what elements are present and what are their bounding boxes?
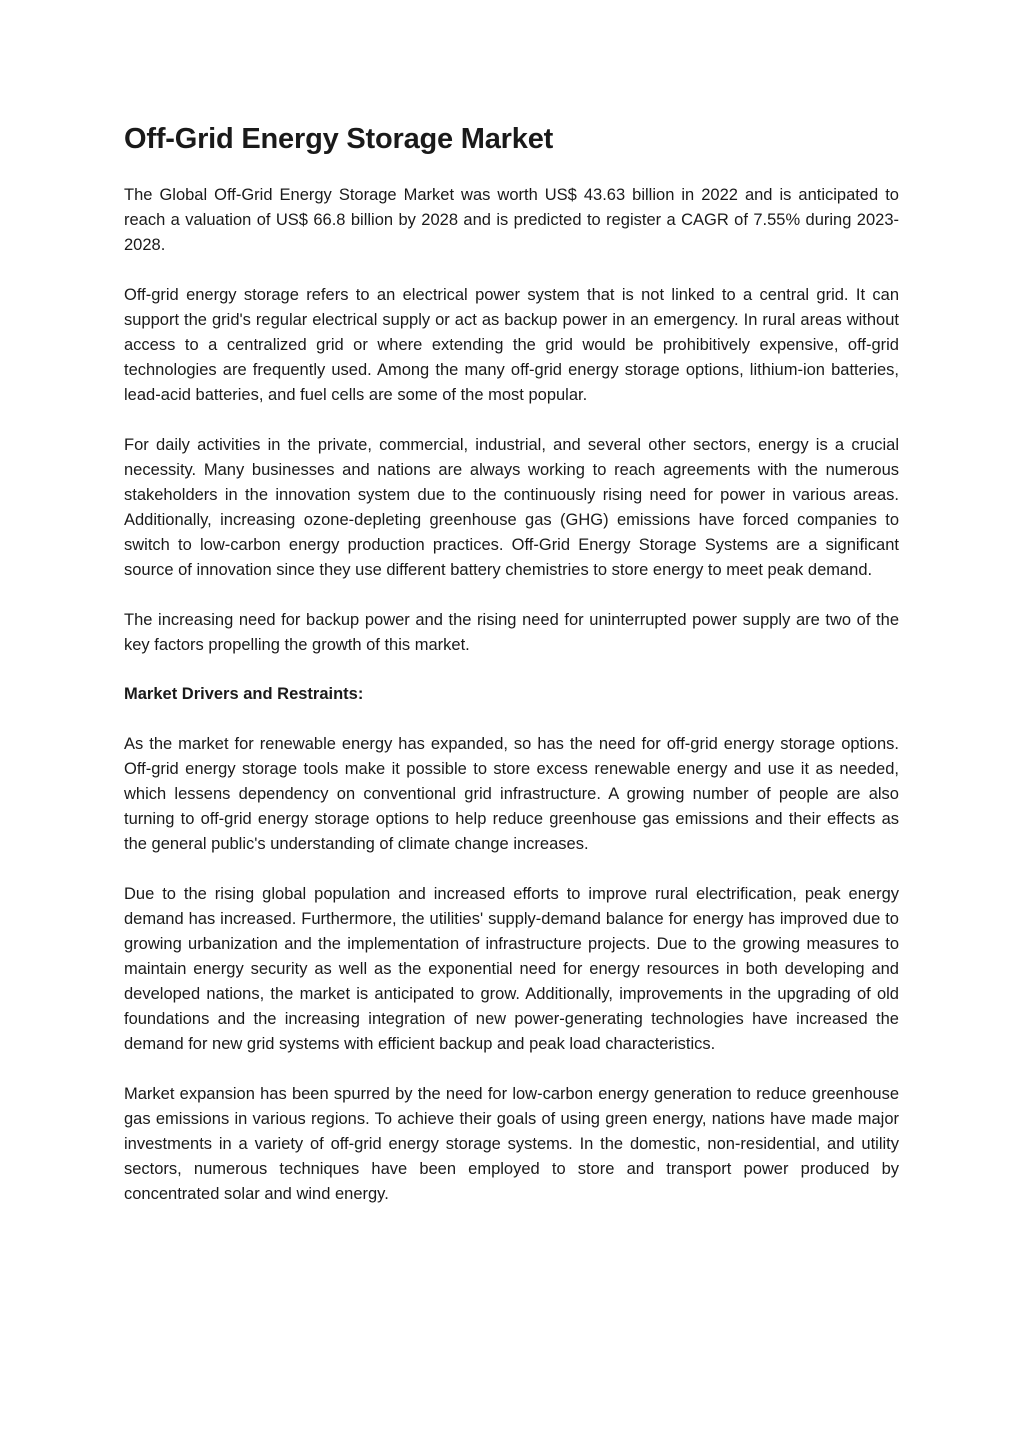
intro-paragraph-key-factors: The increasing need for backup power and the rising need for uninterrupted power supply are two of the key factors propelling the growth of this market.	[124, 610, 899, 654]
section-paragraph-low-carbon: Market expansion has been spurred by the need for low-carbon energy generation to reduce greenhouse gas emissions in various regions. To achieve their goals of using green energy, nations have made major investments in a variety of off-grid energy storage systems. In the domestic, non-residential, and utility sectors, numerous techniques have been employed to store and transport power produced by concentrated solar and wind energy.	[124, 1085, 899, 1204]
page-title: Off-Grid Energy Storage Market	[124, 123, 554, 155]
intro-paragraph-market-size: The Global Off-Grid Energy Storage Market was worth US$ 43.63 billion in 2022 and is anticipated to reach a valuation of US$ 66.8 billion by 2028 and is predicted to register a CAGR of 7.55% during 2023-2028.	[124, 185, 899, 254]
section-heading-drivers: Market Drivers and Restraints:	[124, 685, 364, 704]
document-page	[124, 122, 899, 1232]
section-paragraph-peak-demand: Due to the rising global population and increased efforts to improve rural electrification, peak energy demand has increased. Furthermore, the utilities' supply-demand balance for energy has improved due to growing urbanization and the implementation of infrastructure projects. Due to the growing measures to maintain energy security as well as the exponential need for energy resources in both developing and developed nations, the market is anticipated to grow. Additionally, improvements in the upgrading of old foundations and the increasing integration of new power-generating technologies have increased the demand for new grid systems with efficient backup and peak load characteristics.	[124, 884, 899, 1054]
section-paragraph-renewable: As the market for renewable energy has expanded, so has the need for off-grid energy storage options. Off-grid energy storage tools make it possible to store excess renewable energy and use it as needed, which lessens dependency on conventional grid infrastructure. A growing number of people are also turning to off-grid energy storage options to help reduce greenhouse gas emissions and their effects as the general public's understanding of climate change increases.	[124, 734, 899, 854]
intro-paragraph-energy-necessity: For daily activities in the private, commercial, industrial, and several other sectors, energy is a crucial necessity. Many businesses and nations are always working to reach agreements with the numerous stakeholders in the innovation system due to the continuously rising need for power in various areas. Additionally, increasing ozone-depleting greenhouse gas (GHG) emissions have forced companies to switch to low-carbon energy production practices. Off-Grid Energy Storage Systems are a significant source of innovation since they use different battery chemistries to store energy to meet peak demand.	[124, 435, 899, 580]
intro-paragraph-definition: Off-grid energy storage refers to an electrical power system that is not linked to a central grid. It can support the grid's regular electrical supply or act as backup power in an emergency. In rural areas without access to a centralized grid or where extending the grid would be prohibitively expensive, off-grid technologies are frequently used. Among the many off-grid energy storage options, lithium-ion batteries, lead-acid batteries, and fuel cells are some of the most popular.	[124, 285, 899, 404]
